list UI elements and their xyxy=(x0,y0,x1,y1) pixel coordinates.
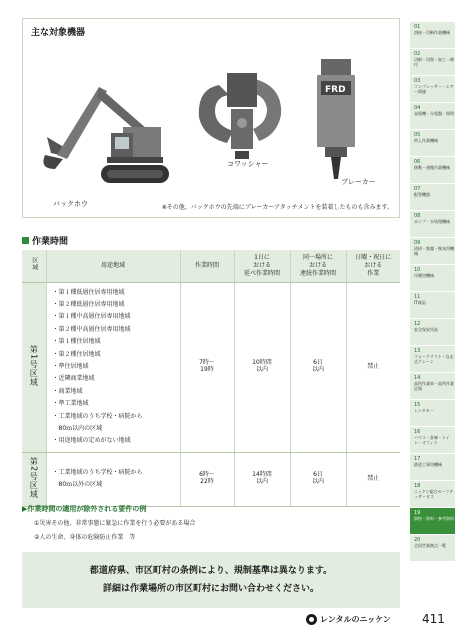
header-use: 用途地域 xyxy=(46,250,180,282)
consecutive-cell: 6日 以内 xyxy=(290,282,346,452)
backhoe-image xyxy=(37,77,177,195)
area-item: ・第２種中高層住居専用地域 xyxy=(52,325,131,333)
crusher-label: コワッシャー xyxy=(227,160,269,168)
index-tab[interactable]: 11 IT商品 xyxy=(410,292,455,319)
index-tab[interactable]: 06 移動・運搬作業機械 xyxy=(410,157,455,184)
work-hours-table xyxy=(22,250,400,507)
index-tab[interactable]: 13 フォークリフト・自走式クレーン xyxy=(410,346,455,373)
per-day-cell: 14時間 以内 xyxy=(234,452,290,506)
area-item: 80ｍ以内の区域 xyxy=(52,424,103,432)
area-item: ・商業地域 xyxy=(52,387,83,395)
table-row xyxy=(22,452,400,506)
area-item: ・用途地域の定めがない地域 xyxy=(52,437,131,445)
crusher-image xyxy=(193,65,289,165)
index-tab[interactable]: 09 清掃・集塵・換気用機械 xyxy=(410,238,455,265)
zone-cell: 第2号区域 xyxy=(22,452,46,506)
holiday-cell: 禁止 xyxy=(346,452,400,506)
index-tab[interactable]: 14 高所作業車・高所作業足場 xyxy=(410,373,455,400)
area-list xyxy=(46,452,180,506)
time-cell: 7時〜 19時 xyxy=(180,282,234,452)
area-item: ・第１種低層住居専用地域 xyxy=(52,288,125,296)
index-tab[interactable]: 18 ニッケン総合セーフティサービス xyxy=(410,481,455,508)
brand-mark-icon xyxy=(306,614,317,625)
section-marker-icon xyxy=(22,237,29,244)
backhoe-label: バックホウ xyxy=(53,200,88,208)
area-item: ・工業地域のうち学校・病院から xyxy=(52,468,143,476)
page-number: 411 xyxy=(422,612,445,626)
target-machines-title: 主な対象機器 xyxy=(31,28,86,38)
header-per-day: 1日に おける 延べ作業時間 xyxy=(234,250,290,282)
area-item: ・第２種低層住居専用地域 xyxy=(52,300,125,308)
index-tab[interactable]: 04 発電機・分電盤・照明 xyxy=(410,103,455,130)
exception-item: ②人の生命、身体の危険防止作業 等 xyxy=(34,534,136,541)
header-zone: 区域 xyxy=(22,250,46,282)
target-machines-panel xyxy=(22,18,400,218)
index-tab[interactable]: 07 配管機器 xyxy=(410,184,455,211)
table-header-row xyxy=(22,250,400,282)
index-tab[interactable]: 01 溶接・切断作業機械 xyxy=(410,22,455,49)
area-item: ・準工業地域 xyxy=(52,400,89,408)
holiday-cell: 禁止 xyxy=(346,282,400,452)
time-cell: 6時〜 22時 xyxy=(180,452,234,506)
index-tab-active[interactable]: 19 資格・資料・参考資料 xyxy=(410,508,455,535)
notice-box xyxy=(22,552,400,608)
notice-line: 都道府県、市区町村の条例により、規制基準は異なります。 xyxy=(89,566,333,576)
index-tab[interactable]: 05 荷上作業機械 xyxy=(410,130,455,157)
area-item: ・工業地域のうち学校・病院から xyxy=(52,412,143,420)
per-day-cell: 10時間 以内 xyxy=(234,282,290,452)
table-row xyxy=(22,282,400,452)
machines-note: ※その他、バックホウの先端にブレーカーアタッチメントを装着したものも含みます。 xyxy=(161,204,393,211)
index-tab[interactable]: 10 冷暖房機械 xyxy=(410,265,455,292)
brand-name: レンタルのニッケン xyxy=(320,615,391,624)
exception-item: ①災害その他、非常事態に緊急に作業を行う必要がある場合 xyxy=(34,520,196,527)
index-tab[interactable]: 20 全国営業拠点一覧 xyxy=(410,535,455,562)
exceptions-title: ▶作業時間の適用が除外される要件の例 xyxy=(22,505,147,513)
area-item: ・第１種住居地域 xyxy=(52,338,101,346)
zone-cell: 第1号区域 xyxy=(22,282,46,452)
index-tab[interactable]: 12 安全保安用品 xyxy=(410,319,455,346)
header-holiday: 日曜・祝日に おける 作業 xyxy=(346,250,400,282)
area-list xyxy=(46,282,180,452)
area-item: ・近隣商業地域 xyxy=(52,375,95,383)
header-time: 作業時間 xyxy=(180,250,234,282)
chapter-index xyxy=(410,22,455,562)
index-tab[interactable]: 17 鉄道工事用機械 xyxy=(410,454,455,481)
index-tab[interactable]: 16 ハウス・倉庫・トイレ・オフィス xyxy=(410,427,455,454)
main-content xyxy=(22,18,400,608)
area-item: ・第１種中高層住居専用地域 xyxy=(52,313,131,321)
breaker-brand-mark: FRD xyxy=(325,85,346,95)
brand-logo xyxy=(306,614,391,625)
work-hours-title xyxy=(22,234,68,247)
area-item: ・第２種住居地域 xyxy=(52,350,101,358)
consecutive-cell: 6日 以内 xyxy=(290,452,346,506)
breaker-image xyxy=(311,55,363,183)
header-consecutive: 同一場所に おける 連続作業時間 xyxy=(290,250,346,282)
index-tab[interactable]: 03 コンプレッサー・エアー関連 xyxy=(410,76,455,103)
notice-line: 詳細は作業場所の市区町村にお問い合わせください。 xyxy=(102,584,319,594)
index-tab[interactable]: 15 レンタカー xyxy=(410,400,455,427)
area-item: 80ｍ以外の区域 xyxy=(52,481,103,489)
area-item: ・準住居地域 xyxy=(52,362,89,370)
breaker-label: ブレーカー xyxy=(341,178,376,186)
index-tab[interactable]: 02 切断・切削・加工・締付 xyxy=(410,49,455,76)
work-hours-title-text: 作業時間 xyxy=(32,237,69,247)
index-tab[interactable]: 08 ポンプ・水処理機械 xyxy=(410,211,455,238)
